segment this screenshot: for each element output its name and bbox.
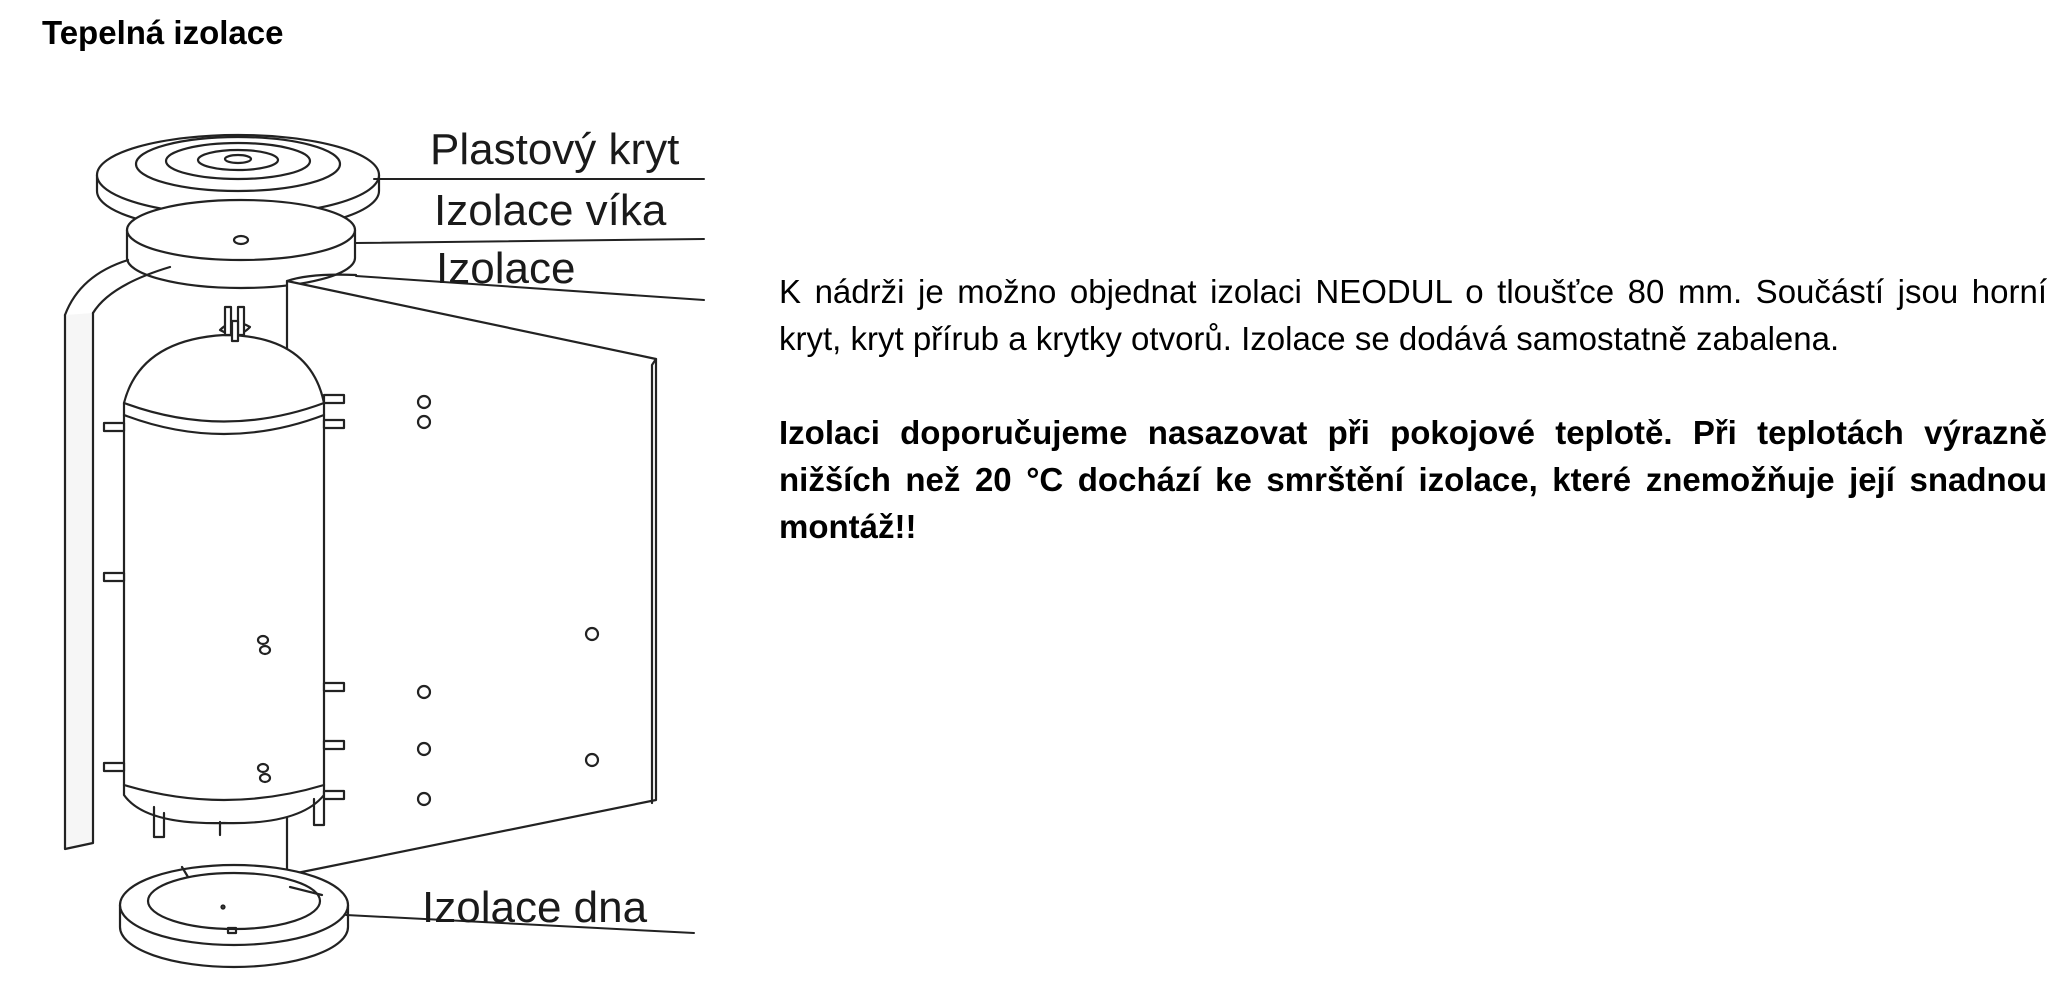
description-text: [779, 268, 2047, 597]
bottom-insulation-label: Izolace dna: [422, 883, 648, 932]
insulation-panel: [287, 275, 656, 875]
bottom-insulation-part: [120, 865, 348, 967]
plastic-cover-label: Plastový kryt: [430, 125, 680, 174]
tank-insulation-illustration: [60, 95, 720, 985]
section-heading: Tepelná izolace: [42, 14, 284, 51]
tank-insulation-diagram: [60, 95, 720, 985]
description-paragraph: K nádrži je možno objednat izolaci NEODUL o tloušťce 80 mm. Součástí jsou horní kryt, kryt přírub a krytky otvorů. Izolace se dodává samostatně zabalena.: [779, 273, 2047, 357]
lid-insulation-label: Izolace víka: [434, 186, 667, 235]
warning-paragraph: Izolaci doporučujeme nasazovat při pokojové teplotě. Při teplotách výrazně nižších než 20 °C dochází ke smrštění izolace, které znemožňuje její snadnou montáž!!: [779, 414, 2047, 545]
storage-tank: [104, 307, 344, 837]
insulation-label: Izolace: [436, 244, 576, 293]
